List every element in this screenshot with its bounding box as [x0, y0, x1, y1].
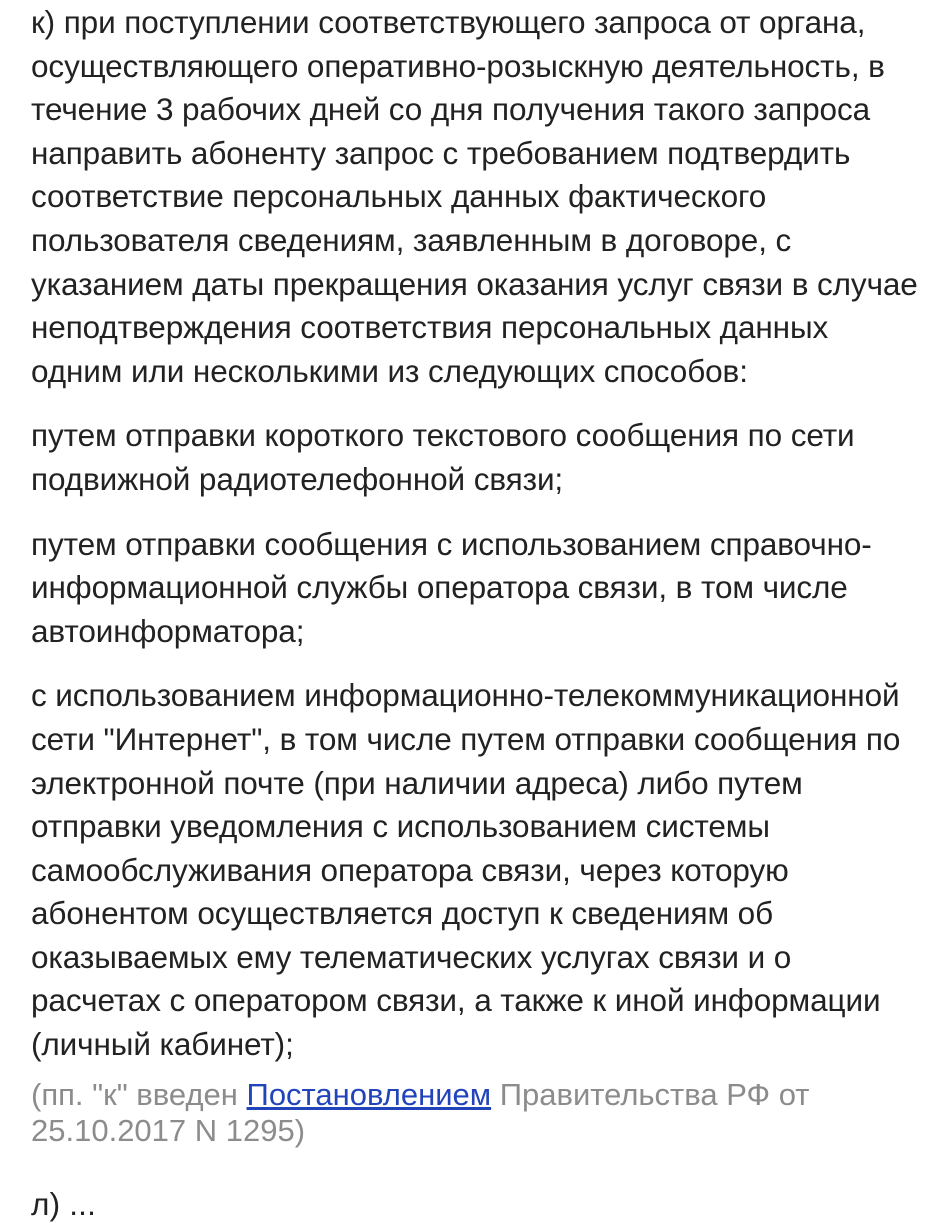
- paragraph-sms-method: путем отправки короткого текстового сообщения по сети подвижной радиотелефонной связи;: [31, 417, 855, 497]
- partial-next-paragraph: [31, 1186, 96, 1223]
- amendment-note-suffix: Правительства РФ от 25.10.2017 N 1295): [31, 1076, 810, 1148]
- amendment-note-prefix: (пп. "к" введен: [31, 1076, 247, 1112]
- paragraph-info-service-method: путем отправки сообщения с использованием справочно-информационной службы оператора связи, в том числе автоинформатора;: [31, 525, 872, 649]
- document-body: [31, 0, 923, 1149]
- amendment-note: [31, 1077, 923, 1149]
- partial-next-paragraph-text: л) ...: [31, 1186, 97, 1222]
- paragraph-internet-method: с использованием информационно-телекоммуникационной сети "Интернет", в том числе путем отправки сообщения по электронной почте (при наличии адреса) либо путем отправки уведомления с использованием системы самообслуживания оператора связи, через которую абонентом осуществляется доступ к сведениям об оказываемых ему телематических услугах связи и о расчетах с оператором связи, а также к иной информации (личный кабинет);: [31, 677, 901, 1063]
- paragraph-k: к) при поступлении соответствующего запроса от органа, осуществляющего оперативно-розыскную деятельность, в течение 3 рабочих дней со дня получения такого запроса направить абоненту запрос с требованием подтвердить соответствие персональных данных фактического пользователя сведениям, заявленным в договоре, с указанием даты прекращения оказания услуг связи в случае неподтверждения соответствия персональных данных одним или несколькими из следующих способов:: [31, 4, 918, 389]
- resolution-link[interactable]: Постановлением: [246, 1076, 492, 1112]
